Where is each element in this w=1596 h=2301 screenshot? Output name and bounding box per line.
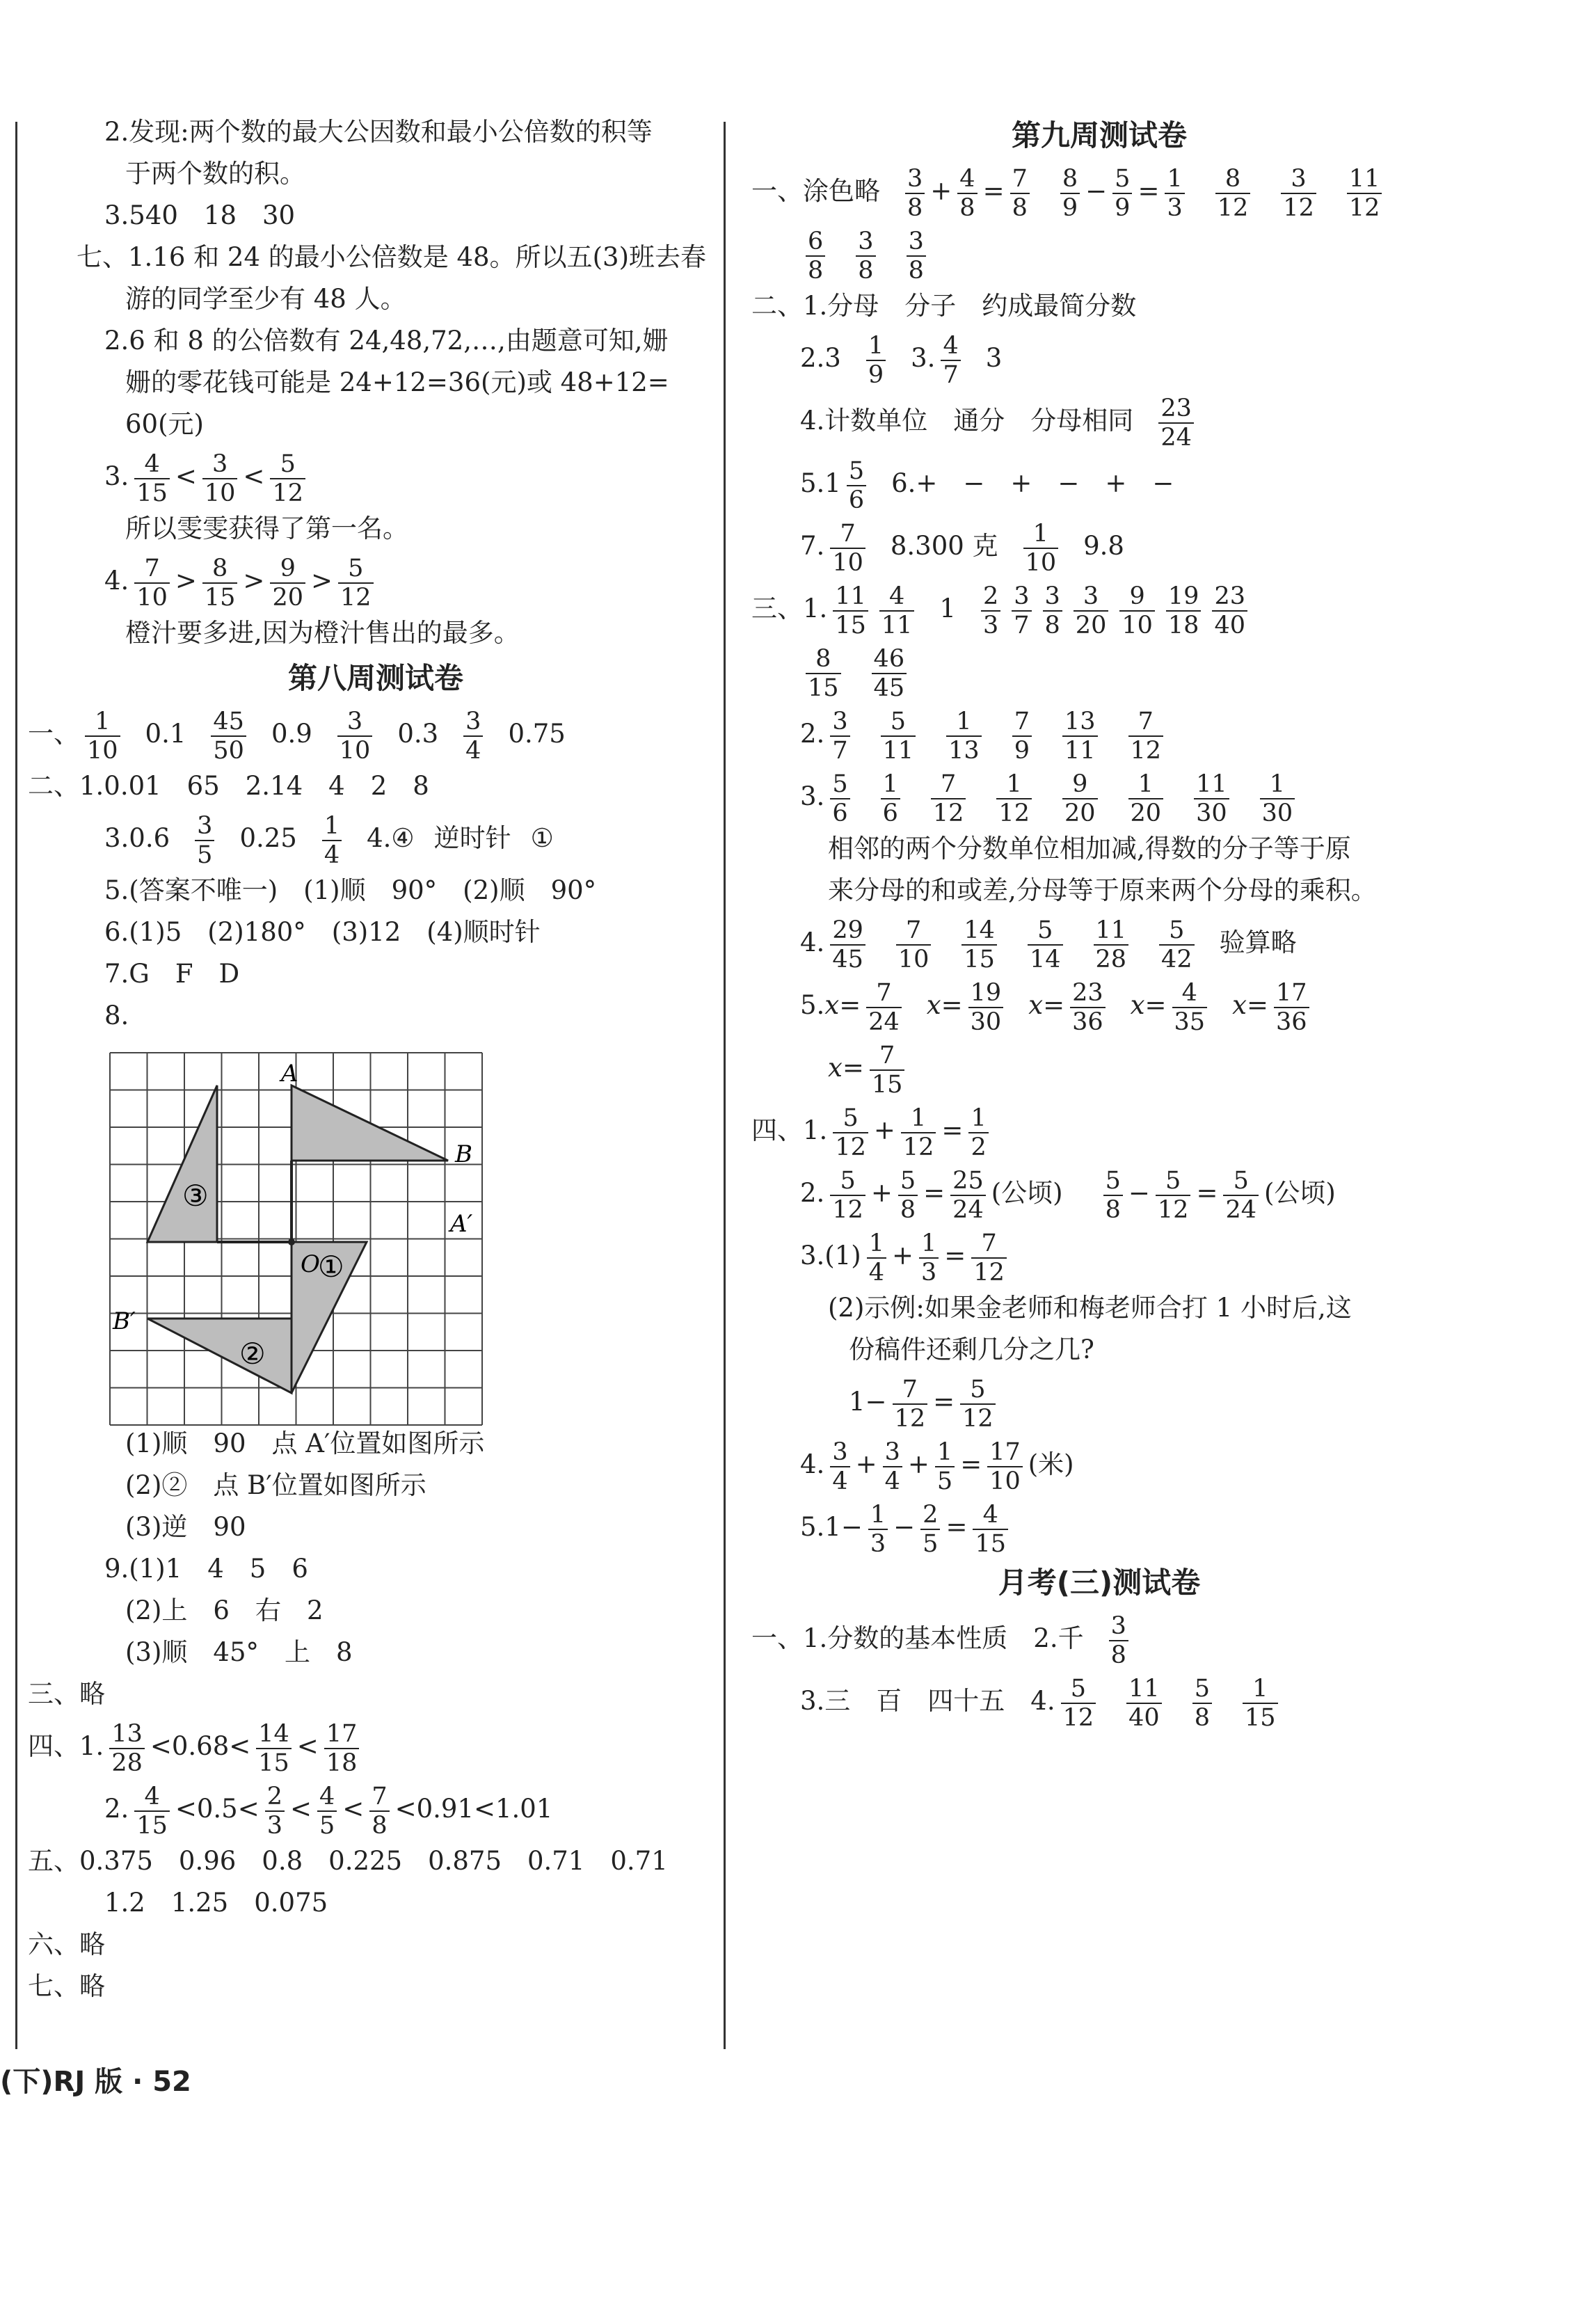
label-a: A <box>281 1060 298 1088</box>
text: 9.8 <box>1083 531 1124 561</box>
text-line: 相邻的两个分数单位相加减,得数的分子等于原 <box>828 834 1351 863</box>
text-line: (2)② 点 B′位置如图所示 <box>125 1470 426 1500</box>
text-line: 二、1.分母 分子 约成最简分数 <box>751 291 1137 321</box>
math-line: 3.(1) $\frac{1}{4}$ + $\frac{1}{3}$ = $\frac{7}{12}$ <box>751 1225 1447 1287</box>
math-line: $\frac{6}{8}$ $\frac{3}{8}$ $\frac{3}{8}$ <box>751 223 1447 285</box>
text-line: 来分母的和或差,分母等于原来两个分母的乘积。 <box>828 875 1377 905</box>
text-line: 于两个数的积。 <box>125 159 305 189</box>
text-line: (2)上 6 右 2 <box>125 1595 324 1625</box>
text: 4.计数单位 通分 分母相同 <box>800 406 1134 436</box>
text-line: 三、略 <box>28 1679 105 1709</box>
math-line: 2. $\frac{4}{15}$ <0.5< $\frac{2}{3}$ < $\frac{4}{5}$ < $\frac{7}{8}$ <0.91<1.01 <box>104 1782 553 1840</box>
text: 一、涂色略 <box>751 176 880 206</box>
text: 6.+ − + − + − <box>891 468 1174 498</box>
math-line: 三、1. $\frac{11}{15}$ $\frac{4}{11}$ 1 $\frac{2}{3}$ $\frac{3}{7}$ $\frac{3}{8}$ $\frac{3}{20}$ $\frac{9}{10}$ $\frac{19}{18}$ $\frac{23}{40}$ <box>751 578 1447 640</box>
math-line: 四、1. $\frac{13}{28}$ <0.68< $\frac{14}{15}$ < $\frac{17}{18}$ <box>28 1715 724 1778</box>
text-line: 二、1.0.01 65 2.14 4 2 8 <box>28 771 429 801</box>
math-line: 四、1. $\frac{5}{12}$ + $\frac{1}{12}$ = $\frac{1}{2}$ <box>751 1099 1447 1162</box>
math-line: 7. $\frac{7}{10}$ 8.300 克 $\frac{1}{10}$ 9.8 <box>800 519 1124 577</box>
text-line: 七、1.16 和 24 的最小公倍数是 48。所以五(3)班去春 <box>77 242 706 272</box>
math-line: 一、 $\frac{1}{10}$ 0.1 $\frac{45}{50}$ 0.9 $\frac{3}{10}$ 0.3 $\frac{3}{4}$ 0.75 <box>28 707 566 765</box>
text-line: (3)顺 45° 上 8 <box>125 1637 353 1667</box>
text-line: 6.(1)5 (2)180° (3)12 (4)顺时针 <box>104 917 541 947</box>
math-line: 2. $\frac{3}{7}$ $\frac{5}{11}$ $\frac{1}{13}$ $\frac{7}{9}$ $\frac{13}{11}$ $\frac{7}{12}$ <box>751 703 1447 765</box>
text: 验算略 <box>1219 927 1297 957</box>
math-line: 2.3 $\frac{1}{9}$ 3. $\frac{4}{7}$ 3 <box>800 331 1003 389</box>
text-line: 2.发现:两个数的最大公因数和最小公倍数的积等 <box>104 117 653 147</box>
page-footer: (下)RJ 版 · 52 <box>0 2066 191 2098</box>
math-line: 3.三 百 四十五 4. $\frac{5}{12}$ $\frac{11}{40}$ $\frac{5}{8}$ $\frac{1}{15}$ <box>751 1670 1447 1733</box>
math-line: 5.1 $\frac{5}{6}$ 6.+ − + − + − <box>800 456 1174 514</box>
text-line: 5.(答案不唯一) (1)顺 90° (2)顺 90° <box>104 875 597 905</box>
text: 3.三 百 四十五 4. <box>800 1686 1055 1716</box>
left-margin-line <box>15 122 17 2049</box>
text-line: 2.6 和 8 的公倍数有 24,48,72,…,由题意可知,姗 <box>104 326 669 356</box>
text-line: 五、0.375 0.96 0.8 0.225 0.875 0.71 0.71 <box>28 1846 668 1876</box>
math-line: 4. $\frac{7}{10}$ > $\frac{8}{15}$ > $\frac{9}{20}$ > $\frac{5}{12}$ <box>28 550 724 612</box>
text-line: 9.(1)1 4 5 6 <box>104 1554 308 1584</box>
section-title: 第八周测试卷 <box>287 661 463 695</box>
text-line: 60(元) <box>125 409 204 439</box>
text-line: 3.540 18 30 <box>104 200 296 230</box>
math-line: 4. $\frac{29}{45}$ $\frac{7}{10}$ $\frac{14}{15}$ $\frac{5}{14}$ $\frac{11}{28}$ $\frac{5}{42}$ 验算略 <box>800 916 1297 973</box>
label-o: O <box>301 1250 320 1278</box>
text-line: 份稿件还剩几分之几? <box>849 1335 1094 1364</box>
math-line: 4.计数单位 通分 分母相同 $\frac{23}{24}$ <box>751 390 1447 452</box>
text-line: 1.2 1.25 0.075 <box>104 1888 328 1918</box>
math-line: x= $\frac{7}{15}$ <box>751 1037 1447 1099</box>
triangle-2 <box>147 1319 292 1393</box>
math-line: 一、涂色略 $\frac{3}{8}$ + $\frac{4}{8}$ = $\frac{7}{8}$ $\frac{8}{9}$ − $\frac{5}{9}$ = $\frac{1}{3}$ $\frac{8}{12}$ $\frac{3}{12}$ $\frac{11}{12}$ <box>751 160 1447 223</box>
math-line: 5.1− $\frac{1}{3}$ − $\frac{2}{5}$ = $\frac{4}{15}$ <box>751 1496 1447 1559</box>
column-divider <box>724 122 726 2049</box>
label-circle-2: ② <box>239 1337 266 1371</box>
text-line: 游的同学至少有 48 人。 <box>125 284 406 314</box>
right-column <box>751 111 1447 1733</box>
math-line: 1− $\frac{7}{12}$ = $\frac{5}{12}$ <box>751 1371 1447 1433</box>
math-line: 3.0.6 $\frac{3}{5}$ 0.25 $\frac{1}{4}$ 4.④ 逆时针 ① <box>104 811 554 869</box>
text: 8.300 克 <box>890 531 998 561</box>
text-line: 所以雯雯获得了第一名。 <box>125 513 408 543</box>
text-line: (2)示例:如果金老师和梅老师合打 1 小时后,这 <box>828 1293 1352 1323</box>
label-a-prime: A′ <box>450 1210 473 1238</box>
math-line: 5.x= $\frac{7}{24}$ x= $\frac{19}{30}$ x= $\frac{23}{36}$ x= $\frac{4}{35}$ x= $\frac{17}{36}$ <box>751 974 1447 1037</box>
rotation-grid-figure <box>106 1051 495 1440</box>
section-title: 第九周测试卷 <box>1011 118 1187 152</box>
math-line: 2. $\frac{5}{12}$ + $\frac{5}{8}$ = $\frac{25}{24}$ (公顷) $\frac{5}{8}$ − $\frac{5}{12}$ = $\frac{5}{24}$ (公顷) <box>800 1166 1336 1224</box>
text-line: 六、略 <box>28 1929 105 1959</box>
label-b: B <box>455 1140 472 1168</box>
math-line: $\frac{8}{15}$ $\frac{46}{45}$ <box>751 640 1447 703</box>
text-line: 七、略 <box>28 1971 105 2001</box>
text-line: (1)顺 90 点 A′位置如图所示 <box>125 1428 485 1458</box>
text-line: (3)逆 90 <box>125 1512 246 1542</box>
center-point-o <box>288 1239 295 1245</box>
section-title: 月考(三)测试卷 <box>998 1566 1201 1600</box>
text: 一、1.分数的基本性质 2.千 <box>751 1623 1084 1653</box>
label-b-prime: B′ <box>113 1307 136 1335</box>
text-line: 橙汁要多进,因为橙汁售出的最多。 <box>125 618 520 648</box>
text-line: 8. <box>104 1001 129 1030</box>
text-line: 姗的零花钱可能是 24+12=36(元)或 48+12= <box>125 367 669 397</box>
text-line: 7.G F D <box>104 959 240 989</box>
math-line: 4. $\frac{3}{4}$ + $\frac{3}{4}$ + $\frac{1}{5}$ = $\frac{17}{10}$ (米) <box>800 1438 1074 1495</box>
label-circle-3: ③ <box>182 1179 209 1213</box>
math-line: 一、1.分数的基本性质 2.千 $\frac{3}{8}$ <box>751 1607 1447 1670</box>
math-line: 3. $\frac{4}{15}$ < $\frac{3}{10}$ < $\frac{5}{12}$ <box>28 445 724 508</box>
math-line: 3. $\frac{5}{6}$ $\frac{1}{6}$ $\frac{7}{12}$ $\frac{1}{12}$ $\frac{9}{20}$ $\frac{1}{20}$ $\frac{11}{30}$ $\frac{1}{30}$ <box>751 765 1447 828</box>
label-circle-1: ① <box>318 1250 344 1284</box>
